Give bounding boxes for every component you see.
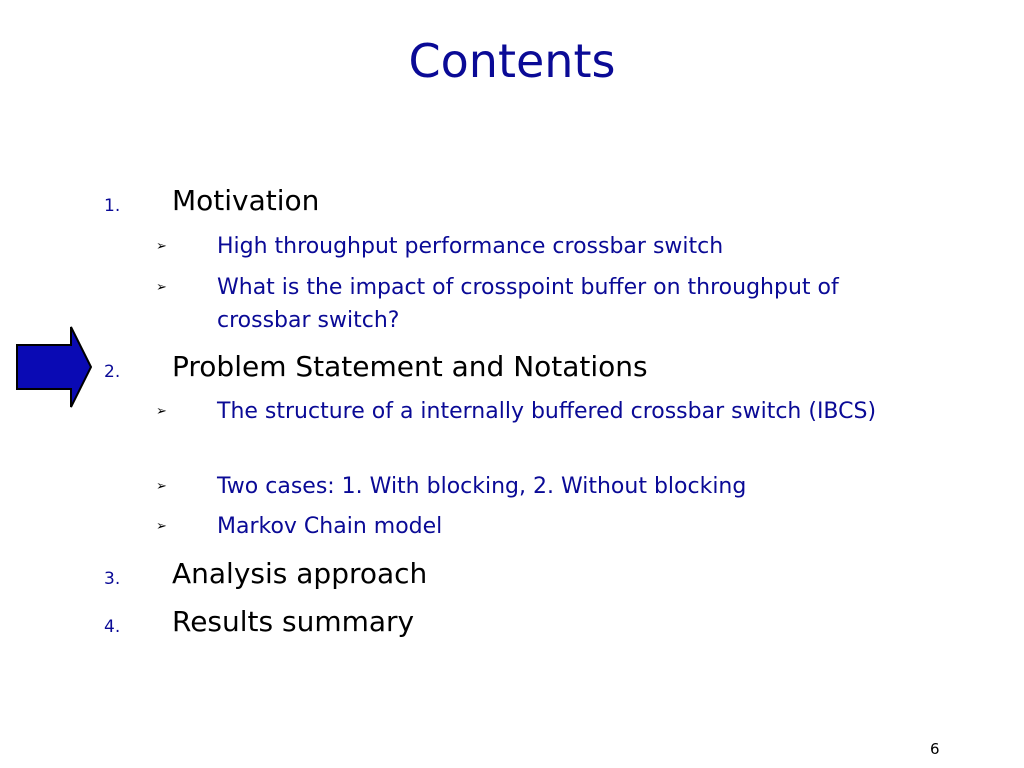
agenda-subitem-text: What is the impact of crosspoint buffer on throughput of crossbar switch? (217, 275, 839, 333)
agenda-subitem-text: The structure of a internally buffered crossbar switch (IBCS) (217, 399, 877, 424)
agenda-item-number: 3. (104, 569, 121, 589)
agenda-subitem-text: High throughput performance crossbar switch (217, 234, 724, 259)
agenda-subitem-text: Markov Chain model (217, 514, 443, 539)
agenda-item-label: Problem Statement and Notations (172, 350, 648, 383)
arrow-bullet-icon: ➢ (156, 280, 167, 295)
agenda-item-number: 2. (104, 362, 121, 382)
arrow-bullet-icon: ➢ (156, 479, 167, 494)
arrow-bullet-icon: ➢ (156, 404, 167, 419)
agenda-item-number: 4. (104, 617, 121, 637)
agenda-item-label: Results summary (172, 605, 415, 638)
agenda-item-number: 1. (104, 196, 121, 216)
arrow-bullet-icon: ➢ (156, 519, 167, 534)
agenda-item-label: Analysis approach (172, 557, 428, 590)
agenda-item-results-summary (0, 605, 1000, 645)
arrow-bullet-icon: ➢ (156, 239, 167, 254)
agenda-item-label: Motivation (172, 184, 320, 217)
page-number: 6 (930, 740, 940, 758)
agenda-item-motivation (0, 184, 1000, 224)
agenda-item-problem-statement (0, 350, 1000, 390)
slide-title: Contents (408, 34, 616, 88)
agenda-subitem-text: Two cases: 1. With blocking, 2. Without blocking (217, 474, 747, 499)
agenda-item-analysis-approach (0, 557, 1000, 597)
